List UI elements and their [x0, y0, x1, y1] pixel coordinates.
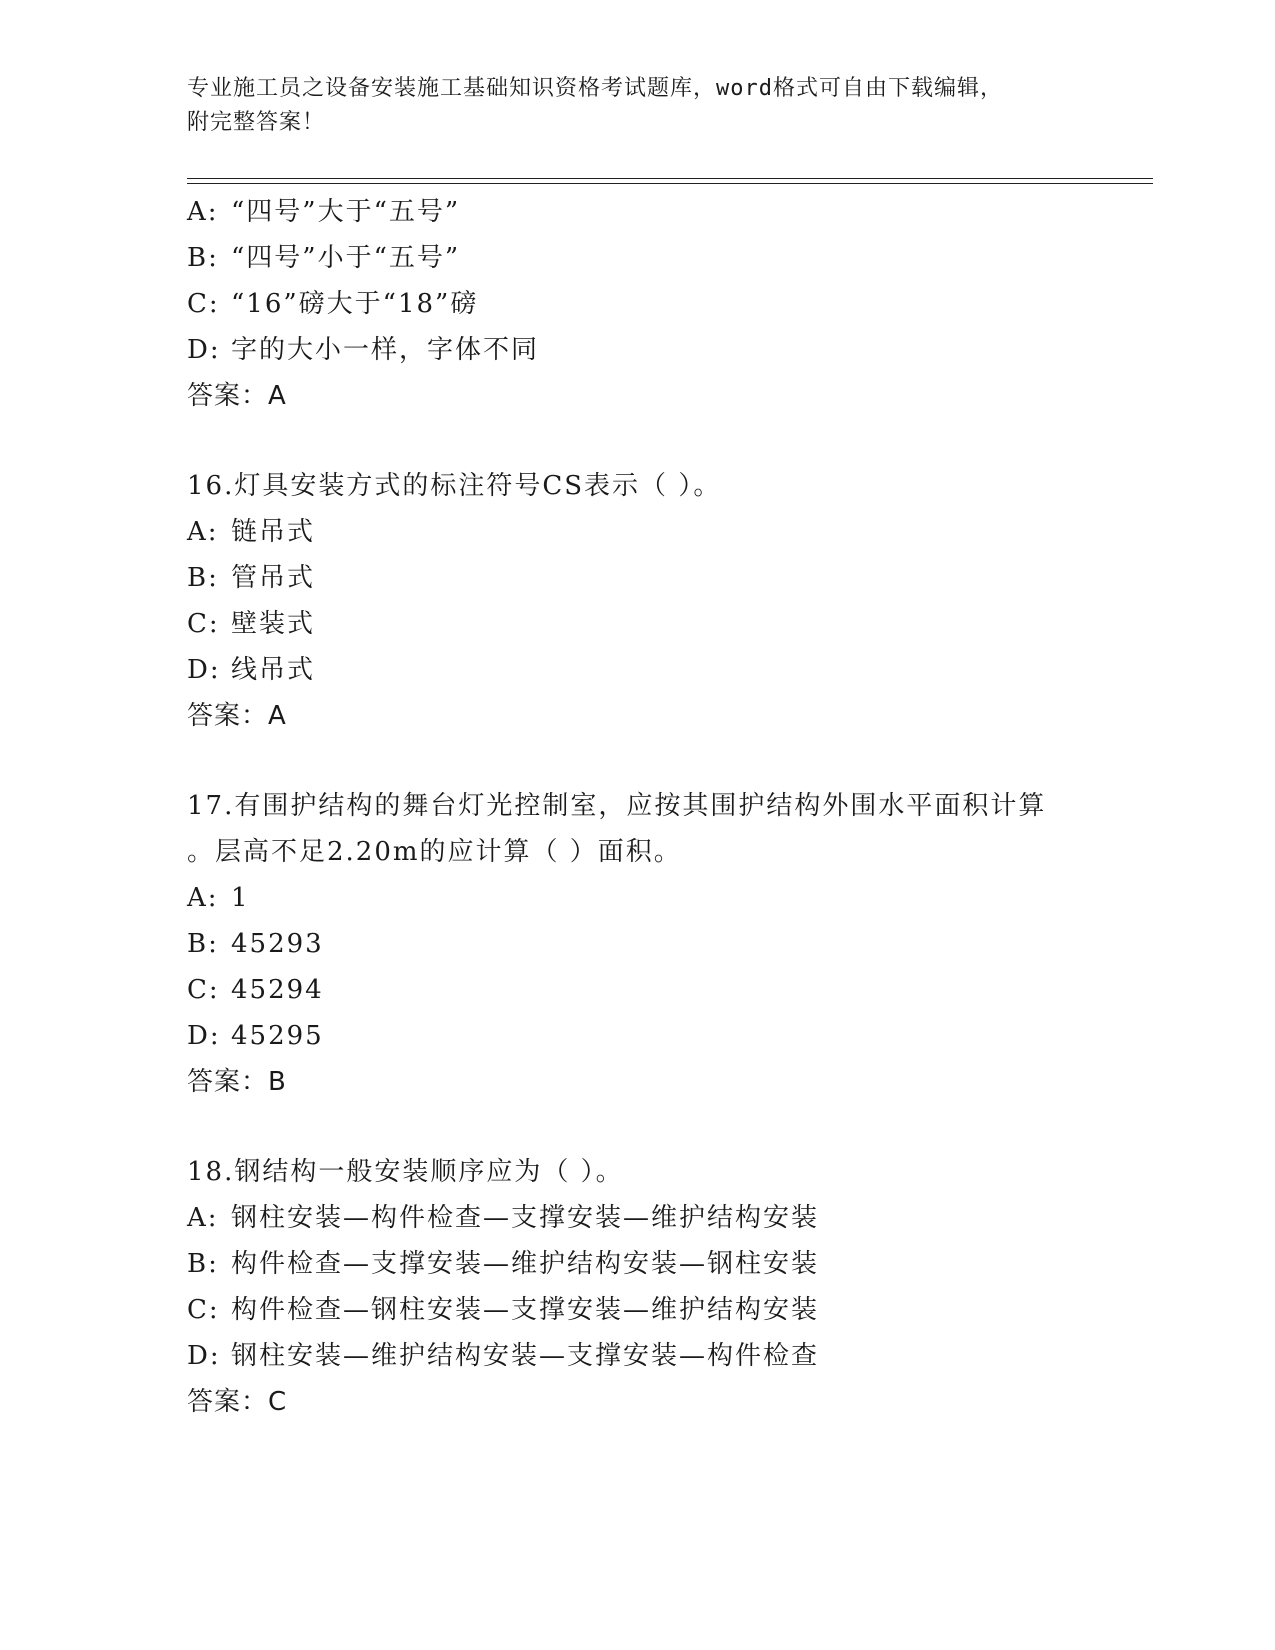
option-text: 管吊式	[231, 563, 316, 593]
option-text: 构件检查—钢柱安装—支撑安装—维护结构安装	[231, 1295, 820, 1325]
option-text: 构件检查—支撑安装—维护结构安装—钢柱安装	[231, 1249, 820, 1279]
header-line-1: 专业施工员之设备安装施工基础知识资格考试题库，word格式可自由下载编辑，	[187, 76, 1003, 101]
header-line-2: 附完整答案！	[187, 110, 326, 135]
option-text: “16”磅大于“18”磅	[231, 289, 479, 319]
question-list	[187, 189, 1087, 1425]
header-divider-top	[187, 178, 1153, 179]
option-a	[187, 509, 1087, 555]
option-key: B:	[187, 1249, 219, 1279]
option-text: 45293	[231, 929, 324, 959]
option-d	[187, 1333, 1087, 1379]
answer-line: 答案：A	[187, 381, 287, 411]
option-text: 45294	[231, 975, 324, 1005]
option-c	[187, 281, 1087, 327]
option-key: A:	[187, 197, 219, 227]
option-text: 线吊式	[231, 655, 316, 685]
option-text: 字的大小一样，字体不同	[231, 335, 540, 365]
option-text: “四号”大于“五号”	[231, 197, 461, 227]
option-text: 钢柱安装—维护结构安装—支撑安装—构件检查	[231, 1341, 820, 1371]
answer-line: 答案：B	[187, 1067, 287, 1097]
option-c	[187, 601, 1087, 647]
option-key: B:	[187, 243, 219, 273]
option-a	[187, 189, 1087, 235]
answer-line: 答案：C	[187, 1387, 288, 1417]
option-key: A:	[187, 1203, 219, 1233]
option-text: 45295	[231, 1021, 324, 1051]
option-key: C:	[187, 975, 220, 1005]
option-b	[187, 235, 1087, 281]
option-text: 壁装式	[231, 609, 316, 639]
option-d	[187, 647, 1087, 693]
document-header	[187, 72, 1067, 140]
question-text-line-2: 。层高不足2.20m的应计算（ ）面积。	[187, 837, 682, 867]
option-key: B:	[187, 563, 219, 593]
option-key: C:	[187, 1295, 220, 1325]
option-b	[187, 555, 1087, 601]
answer-line: 答案：A	[187, 701, 287, 731]
question-text: 18.钢结构一般安装顺序应为（ ）。	[187, 1157, 624, 1187]
question-text-line-1: 17.有围护结构的舞台灯光控制室，应按其围护结构外围水平面积计算	[187, 791, 1047, 821]
option-a	[187, 875, 1087, 921]
header-divider-bottom	[187, 183, 1153, 184]
question-block-17	[187, 783, 1087, 1105]
option-key: D:	[187, 655, 221, 685]
option-text: 链吊式	[231, 517, 316, 547]
option-text: 钢柱安装—构件检查—支撑安装—维护结构安装	[231, 1203, 820, 1233]
option-a	[187, 1195, 1087, 1241]
option-c	[187, 967, 1087, 1013]
option-key: C:	[187, 609, 220, 639]
option-key: B:	[187, 929, 219, 959]
option-b	[187, 1241, 1087, 1287]
question-block-18	[187, 1149, 1087, 1425]
option-key: C:	[187, 289, 220, 319]
option-d	[187, 327, 1087, 373]
option-text: 1	[231, 883, 250, 913]
question-text: 16.灯具安装方式的标注符号CS表示（ ）。	[187, 471, 722, 501]
option-text: “四号”小于“五号”	[231, 243, 461, 273]
option-key: A:	[187, 517, 219, 547]
option-b	[187, 921, 1087, 967]
option-key: D:	[187, 335, 221, 365]
option-d	[187, 1013, 1087, 1059]
option-key: A:	[187, 883, 219, 913]
question-block-16	[187, 463, 1087, 739]
option-key: D:	[187, 1021, 221, 1051]
option-c	[187, 1287, 1087, 1333]
option-key: D:	[187, 1341, 221, 1371]
question-block-15	[187, 189, 1087, 419]
